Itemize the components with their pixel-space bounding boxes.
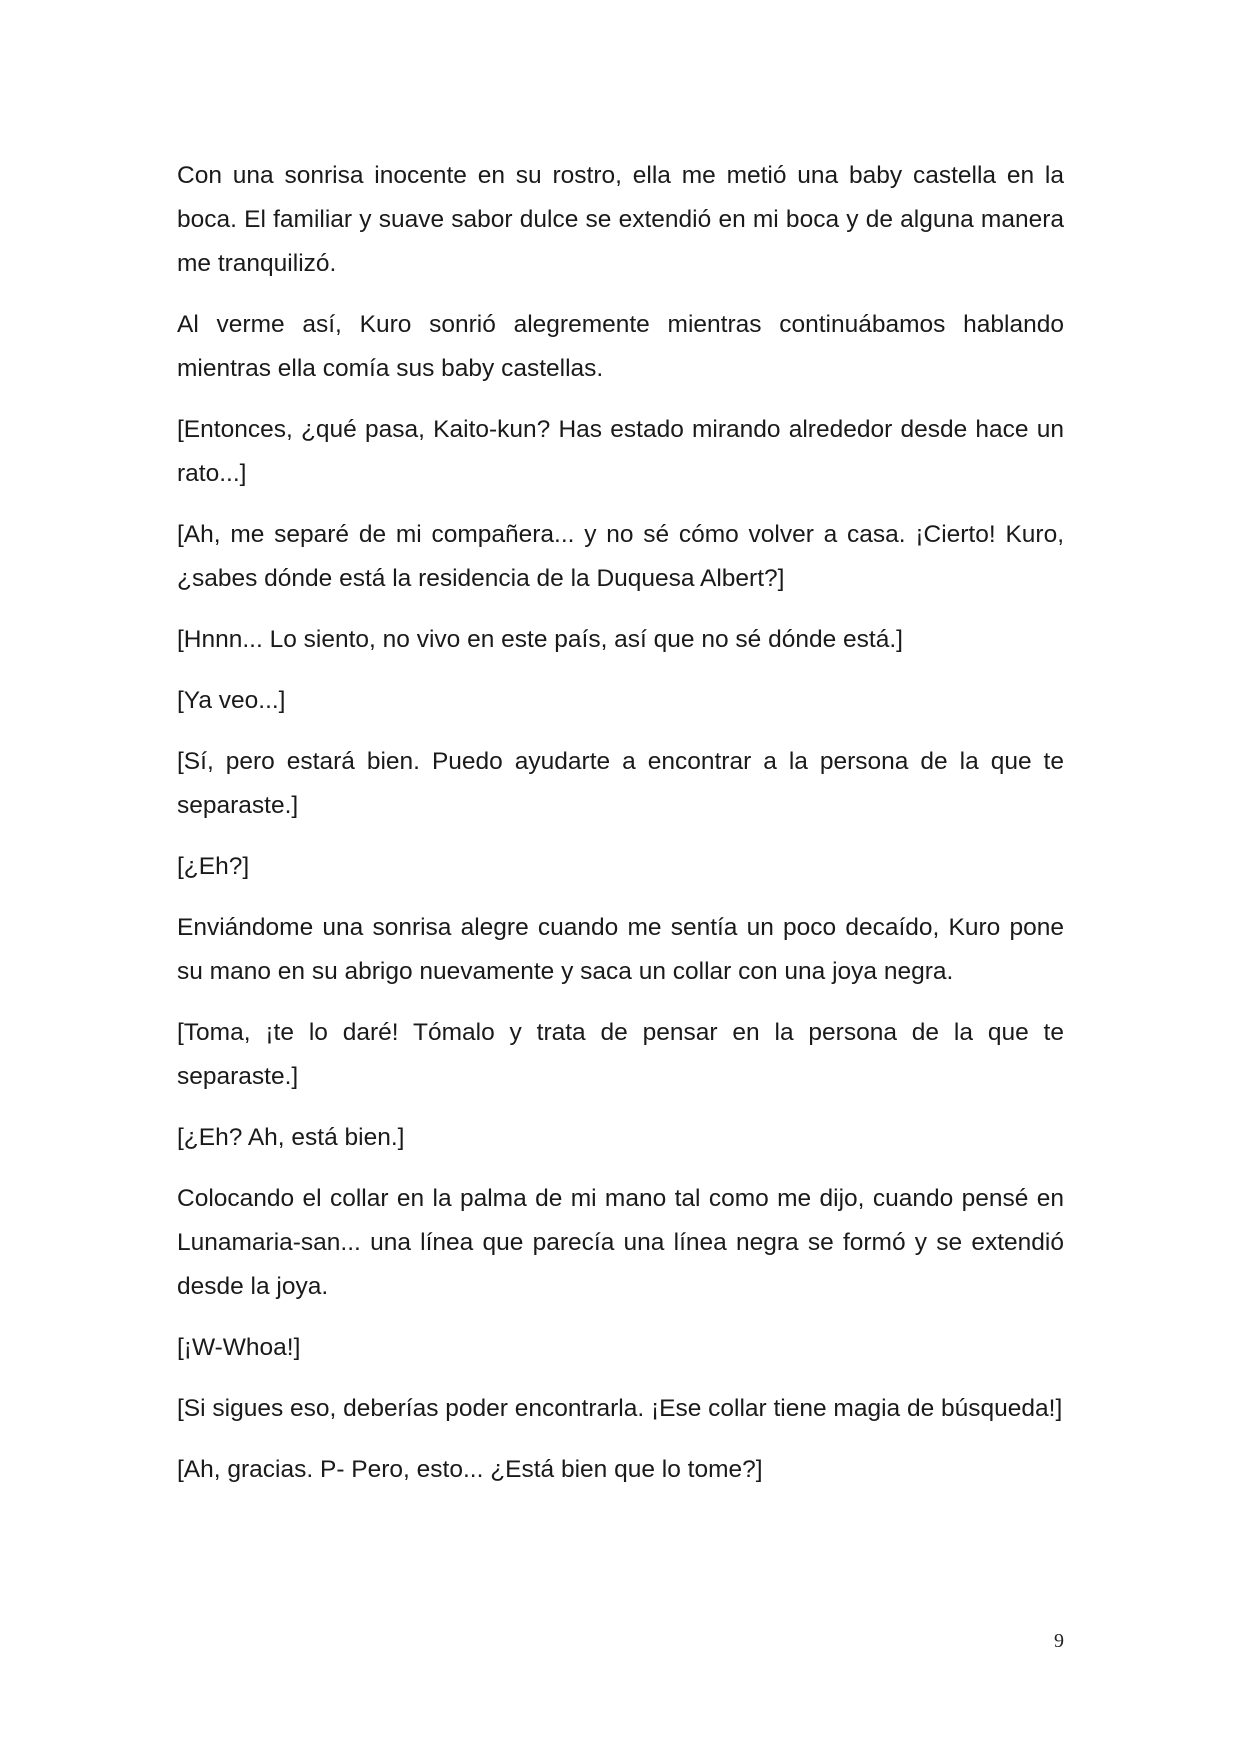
paragraph: [¡W-Whoa!] [177,1334,301,1361]
page-number: 9 [1054,1630,1064,1652]
paragraph: Al verme así, Kuro sonrió alegremente mientras continuábamos hablando mientras ella comía sus baby castellas. [177,311,1064,382]
paragraph: [Ah, me separé de mi compañera... y no sé cómo volver a casa. ¡Cierto! Kuro, ¿sabes dónde está la residencia de la Duquesa Albert?] [177,521,1064,592]
body-text [177,154,1064,1509]
paragraph: [Entonces, ¿qué pasa, Kaito-kun? Has estado mirando alrededor desde hace un rato...] [177,416,1064,487]
paragraph: Enviándome una sonrisa alegre cuando me sentía un poco decaído, Kuro pone su mano en su abrigo nuevamente y saca un collar con una joya negra. [177,914,1064,985]
paragraph: [Si sigues eso, deberías poder encontrarla. ¡Ese collar tiene magia de búsqueda!] [177,1395,1063,1422]
paragraph: [Ya veo...] [177,687,286,714]
paragraph: [¿Eh? Ah, está bien.] [177,1124,405,1151]
paragraph: [Hnnn... Lo siento, no vivo en este país, así que no sé dónde está.] [177,626,903,653]
paragraph: Con una sonrisa inocente en su rostro, ella me metió una baby castella en la boca. El familiar y suave sabor dulce se extendió en mi boca y de alguna manera me tranquilizó. [177,162,1064,277]
paragraph: [Toma, ¡te lo daré! Tómalo y trata de pensar en la persona de la que te separaste.] [177,1019,1064,1090]
paragraph: Colocando el collar en la palma de mi mano tal como me dijo, cuando pensé en Lunamaria-san... una línea que parecía una línea negra se formó y se extendió desde la joya. [177,1185,1064,1300]
paragraph: [¿Eh?] [177,853,250,880]
paragraph: [Ah, gracias. P- Pero, esto... ¿Está bien que lo tome?] [177,1456,763,1483]
paragraph: [Sí, pero estará bien. Puedo ayudarte a encontrar a la persona de la que te separaste.] [177,748,1064,819]
